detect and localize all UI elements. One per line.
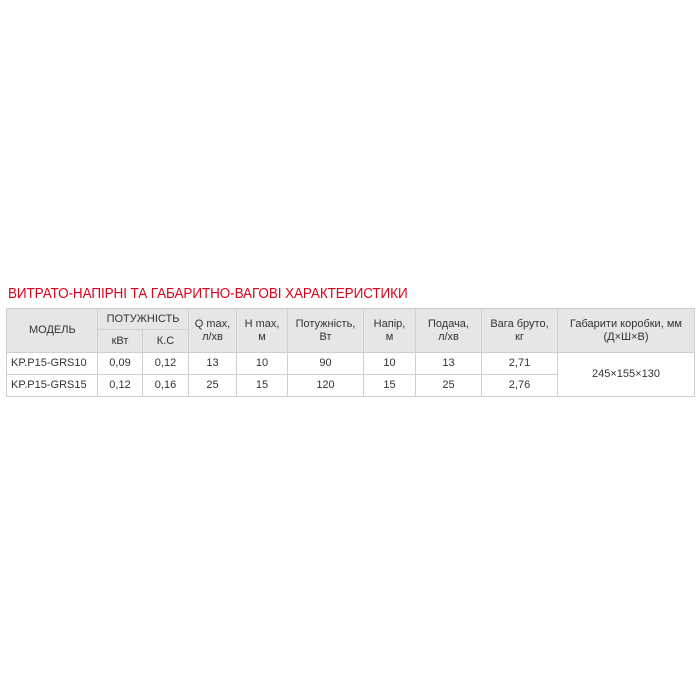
cell-model: KP.P15-GRS15 — [7, 375, 98, 397]
table-row — [7, 353, 695, 375]
cell-h-max: 15 — [237, 375, 288, 397]
header-power-w-line2: Вт — [319, 330, 332, 343]
cell-q-max: 25 — [189, 375, 237, 397]
cell-model: KP.P15-GRS10 — [7, 353, 98, 375]
cell-weight: 2,76 — [482, 375, 558, 397]
header-head-line2: м — [385, 330, 394, 343]
header-power-kw: кВт — [98, 330, 143, 353]
cell-hp: 0,12 — [143, 353, 189, 375]
cell-dims: 245×155×130 — [558, 353, 695, 397]
header-dims-line2: (Д×Ш×В) — [603, 330, 649, 343]
cell-flow: 13 — [416, 353, 482, 375]
cell-hp: 0,16 — [143, 375, 189, 397]
header-weight-line1: Вага бруто, — [490, 317, 549, 330]
cell-weight: 2,71 — [482, 353, 558, 375]
header-flow-line2: л/хв — [438, 330, 459, 343]
cell-h-max: 10 — [237, 353, 288, 375]
table-title: ВИТРАТО-НАПІРНІ ТА ГАБАРИТНО-ВАГОВІ ХАРАКТЕРИСТИКИ — [8, 285, 408, 302]
header-power-group: ПОТУЖНІСТЬ — [98, 309, 189, 330]
cell-kw: 0,12 — [98, 375, 143, 397]
header-model: МОДЕЛЬ — [7, 309, 98, 353]
header-h-max — [237, 309, 288, 353]
header-q-max-line1: Q max, — [194, 317, 231, 330]
header-head — [364, 309, 416, 353]
cell-power-w: 120 — [288, 375, 364, 397]
header-h-max-line1: H max, — [244, 317, 280, 330]
header-weight-line2: кг — [515, 330, 524, 343]
header-dims-line1: Габарити коробки, мм — [570, 317, 682, 330]
header-flow — [416, 309, 482, 353]
header-power-w — [288, 309, 364, 353]
specs-table — [6, 308, 695, 397]
header-q-max — [189, 309, 237, 353]
cell-head: 10 — [364, 353, 416, 375]
cell-q-max: 13 — [189, 353, 237, 375]
header-head-line1: Напір, — [373, 317, 406, 330]
table-header-row — [7, 309, 695, 330]
header-q-max-line2: л/хв — [202, 330, 223, 343]
cell-head: 15 — [364, 375, 416, 397]
header-dims — [558, 309, 695, 353]
header-flow-line1: Подача, — [428, 317, 469, 330]
header-weight — [482, 309, 558, 353]
header-h-max-line2: м — [258, 330, 266, 343]
header-power-w-line1: Потужність, — [295, 317, 356, 330]
cell-power-w: 90 — [288, 353, 364, 375]
header-power-hp: К.С — [143, 330, 189, 353]
cell-flow: 25 — [416, 375, 482, 397]
cell-kw: 0,09 — [98, 353, 143, 375]
